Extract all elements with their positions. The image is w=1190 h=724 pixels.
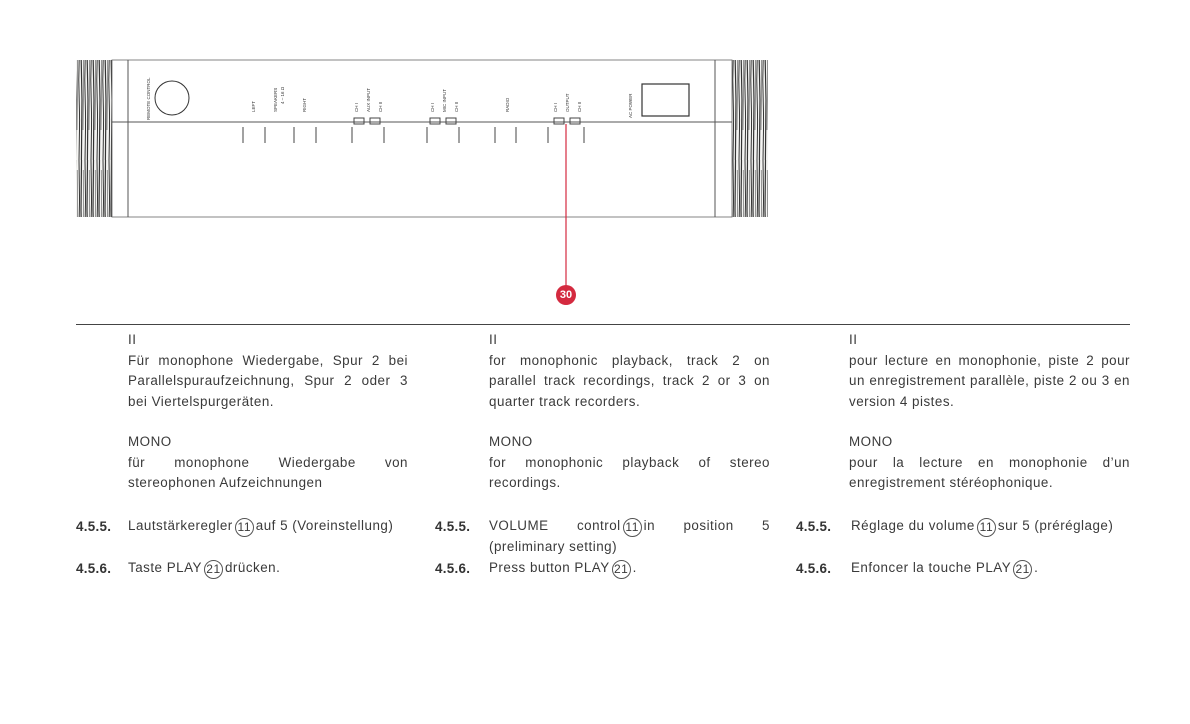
en-heading-mono: MONO (489, 434, 533, 449)
svg-text:MIC INPUT: MIC INPUT (442, 89, 447, 112)
column-german (128, 330, 408, 494)
fr-heading-ii: II (849, 332, 858, 347)
de-step-number-455: 4.5.5. (76, 519, 112, 534)
svg-text:CH II: CH II (454, 101, 459, 112)
de-heading-ii: II (128, 332, 137, 347)
fr-step-456: Enfoncer la touche PLAY 21 . (851, 558, 1130, 579)
ref-circle-11: 11 (623, 518, 642, 537)
svg-text:CH II: CH II (378, 101, 383, 112)
de-step-456: Taste PLAY 21 drücken. (128, 558, 408, 579)
left-wood-panel (76, 60, 112, 217)
en-paragraph-mono: for monophonic playback of stereo recordings. (489, 454, 770, 490)
fr-step-number-456: 4.5.6. (796, 561, 832, 576)
en-step-number-456: 4.5.6. (435, 561, 471, 576)
svg-text:CH I: CH I (553, 103, 558, 112)
de-step-455: Lautstärkeregler 11 auf 5 (Voreinstellung) (128, 516, 408, 537)
svg-text:OUTPUT: OUTPUT (565, 93, 570, 112)
fr-paragraph-ii: pour lecture en monophonie, piste 2 pour un enregistrement parallèle, piste 2 ou 3 en version 4 pistes. (849, 352, 1130, 409)
svg-text:AC POWER: AC POWER (628, 93, 633, 118)
fr-paragraph-mono: pour la lecture en monophonie d’un enregistrement stéréophonique. (849, 454, 1130, 490)
svg-text:LEFT: LEFT (251, 100, 256, 112)
column-french (849, 330, 1130, 494)
svg-text:CH I: CH I (430, 103, 435, 112)
en-paragraph-ii: for monophonic playback, track 2 on parallel track recordings, track 2 or 3 on quarter track recorders. (489, 352, 770, 409)
fr-heading-mono: MONO (849, 434, 893, 449)
ref-circle-21: 21 (612, 560, 631, 579)
fr-step-455: Réglage du volume 11 sur 5 (préréglage) (851, 516, 1130, 537)
rear-panel-drawing (0, 0, 1190, 320)
svg-text:AUX INPUT: AUX INPUT (366, 87, 371, 112)
de-paragraph-mono: für monophone Wiedergabe von stereophonen Aufzeichnungen (128, 454, 408, 490)
remote-control-label: REMOTE CONTROL (146, 77, 151, 120)
en-step-456: Press button PLAY 21 . (489, 558, 770, 579)
column-english (489, 330, 770, 494)
en-heading-ii: II (489, 332, 498, 347)
horizontal-divider (76, 324, 1130, 325)
svg-text:CH II: CH II (577, 101, 582, 112)
svg-text:4 – 16 Ω: 4 – 16 Ω (280, 86, 285, 104)
fr-step-number-455: 4.5.5. (796, 519, 832, 534)
svg-text:CH I: CH I (354, 103, 359, 112)
ref-circle-11: 11 (235, 518, 254, 537)
de-step-number-456: 4.5.6. (76, 561, 112, 576)
de-paragraph-ii: Für monophone Wiedergabe, Spur 2 bei Parallelspuraufzeichnung, Spur 2 oder 3 bei Viertelspurgeräten. (128, 352, 408, 409)
ref-circle-21: 21 (1013, 560, 1032, 579)
de-heading-mono: MONO (128, 434, 172, 449)
en-step-number-455: 4.5.5. (435, 519, 471, 534)
rear-panel-illustration (0, 0, 1190, 320)
ref-circle-11: 11 (977, 518, 996, 537)
svg-text:RADIO: RADIO (505, 97, 510, 112)
callout-badge-30: 30 (556, 285, 576, 305)
svg-text:RIGHT: RIGHT (302, 98, 307, 112)
ref-circle-21: 21 (204, 560, 223, 579)
en-step-455: VOLUME control 11 in position 5 (preliminary setting) (489, 518, 770, 554)
right-wood-panel (732, 60, 768, 217)
svg-text:SPEAKERS: SPEAKERS (273, 87, 278, 112)
